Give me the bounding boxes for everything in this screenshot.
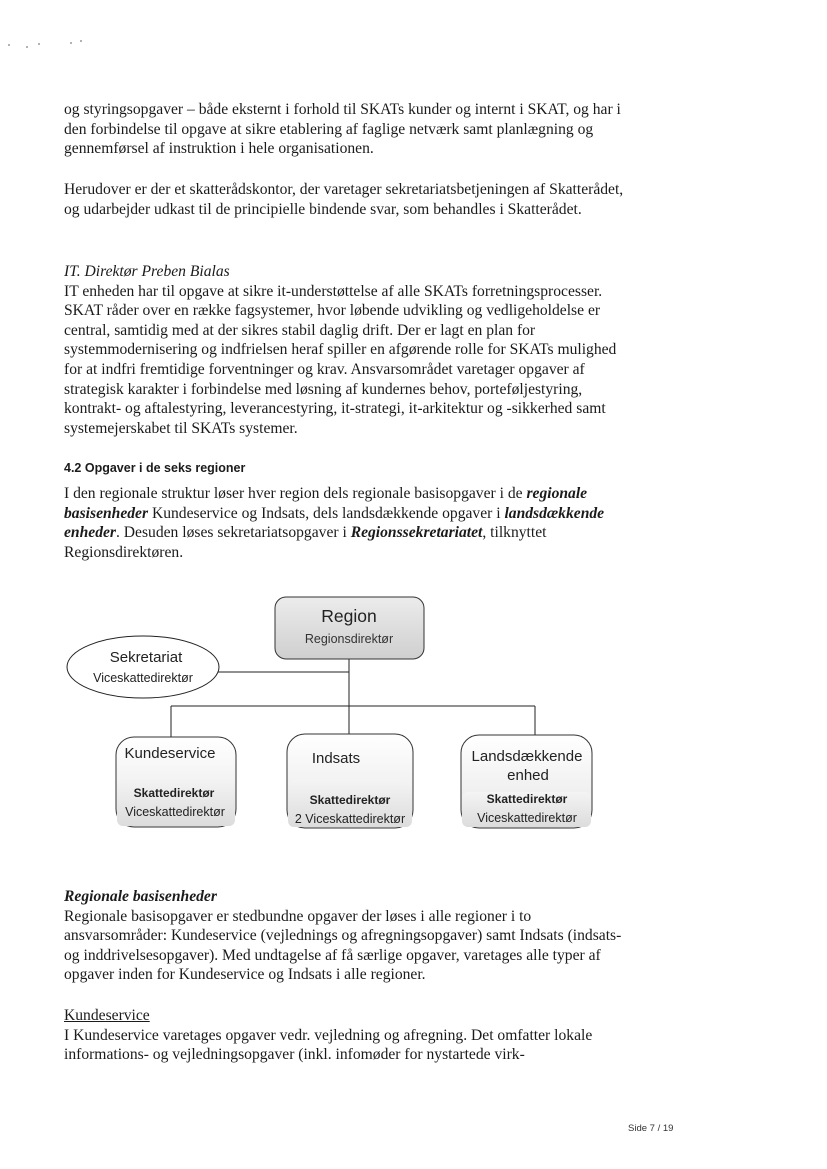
region-subtitle: Regionsdirektør [304, 632, 394, 646]
landsdaekkende-sub: Viceskattedirektør [477, 811, 577, 825]
section-heading-4-2: 4.2 Opgaver i de seks regioner [64, 461, 246, 475]
it-section-body: IT enheden har til opgave at sikre it-understøttelse af alle SKATs forretningsprocesser. SKAT råder over en række fagsystemer, hvor løbende udvikling og vedligeholdelse er central, samtidig med at der sikres stabil daglig drift. Der er lagt en plan for systemmodernisering og indfrielsen heraf spiller en afgørende rolle for SKATs mulighed for at indfri fremtidige forventninger og krav. Ansvarsområdet varetager opgaver af strategisk karakter i forbindelse med løsning af kundernes behov, porteføljestyring, kontrakt- og aftalestyring, leverancestyring, it-strategi, it-arkitektur og -sikkerhed samt systemejerskabet til SKATs systemer. [64, 282, 617, 437]
kundeservice-title: Kundeservice [124, 745, 216, 762]
kundeservice-sub: Viceskattedirektør [125, 805, 225, 819]
org-chart [0, 580, 827, 850]
scan-artifact-dots [6, 38, 106, 50]
secretariat-title: Sekretariat [109, 649, 183, 666]
secretariat-subtitle: Viceskattedirektør [93, 671, 193, 685]
kundeservice-section-title: Kundeservice [64, 1007, 150, 1024]
kundeservice-head: Skattedirektør [133, 786, 215, 800]
indsats-box [287, 734, 413, 828]
indsats-title: Indsats [311, 750, 361, 767]
region-title: Region [321, 606, 377, 626]
it-section [64, 262, 624, 438]
paragraph-styringsopgaver: og styringsopgaver – både eksternt i forhold til SKATs kunder og internt i SKAT, og har i den forbindelse til opgave at sikre etablering af faglige netværk samt planlægning og gennemførsel af instruktion i hele organisationen. [64, 101, 621, 158]
org-chart-connectors [171, 659, 535, 737]
basisenheder-section [64, 887, 624, 985]
indsats-sub: 2 Viceskattedirektør [294, 812, 406, 826]
kundeservice-section [64, 1006, 624, 1065]
basisenheder-title: Regionale basisenheder [64, 888, 217, 905]
landsdaekkende-box [461, 735, 592, 828]
basisenheder-body: Regionale basisopgaver er stedbundne opgaver der løses i alle regioner i to ansvarsområder: Kundeservice (vejlednings og afregningsopgaver) samt Indsats (indsats- og inddrivelsesopgaver). Med undtagelse af få særlige opgaver, varetages alle typer af opgaver inden for Kundeservice og Indsats i alle regioner. [64, 907, 622, 984]
secretariat-ellipse [67, 636, 219, 698]
page-number: Side 7 / 19 [628, 1123, 674, 1134]
indsats-head: Skattedirektør [309, 793, 391, 807]
landsdaekkende-title-line1: Landsdækkende [471, 748, 583, 765]
regional-intro-paragraph: I den regionale struktur løser hver region dels regionale basisopgaver i de regionale basisenheder Kundeservice og Indsats, dels landsdækkende opgaver i landsdækkende enheder. Desuden løses sekretariatsopgaver i Regionssekretariatet, tilknyttet Regionsdirektøren. [64, 485, 605, 561]
kundeservice-box [116, 737, 236, 827]
landsdaekkende-head: Skattedirektør [486, 792, 568, 806]
region-box [275, 597, 424, 659]
kundeservice-section-body: I Kundeservice varetages opgaver vedr. vejledning og afregning. Det omfatter lokale informations- og vejledningsopgaver (inkl. infomøder for nystartede virk- [64, 1026, 593, 1064]
paragraph-skatteraadskontor: Herudover er der et skatterådskontor, der varetager sekretariatsbetjeningen af Skatterådet, og udarbejder udkast til de principielle bindende svar, som behandles i Skatterådet. [64, 181, 624, 218]
landsdaekkende-title-line2: enhed [507, 767, 549, 784]
it-section-title: IT. Direktør Preben Bialas [64, 263, 230, 280]
